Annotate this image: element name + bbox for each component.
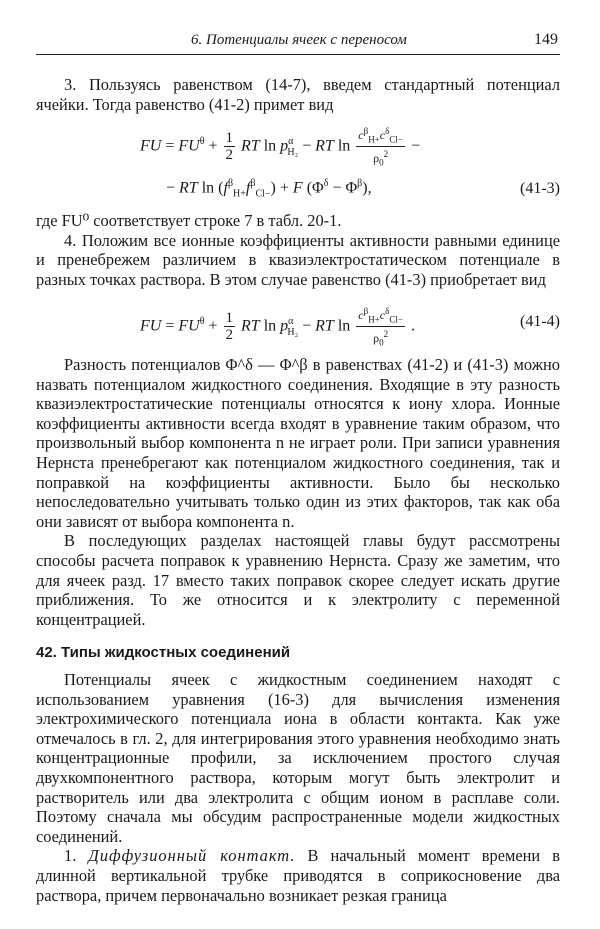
paragraph-fu0-reference: где FU⁰ соответствует строке 7 в табл. 20-1. — [36, 211, 342, 230]
paragraph-activity-assumption: 4. Положим все ионные коэффициенты активности равными единице и пренебрежем различием в квазиэлектростатическом потенциале в разных точках раствора. В этом случае равенство (41-3) приобретает вид — [36, 230, 560, 289]
item-number: 1. — [64, 846, 77, 866]
paragraph-junction-potential: Разность потенциалов Φ^δ — Φ^β в равенствах (41-2) и (41-3) можно назвать потенциалом жидкостного соединения. Входящие в эту разность квазиэлектростатические потенциалы относятся к иону хлора. Ионные коэффициенты активности всегда входят в уравнение таким образом, что произвольный выбор компонента n не играет роли. При записи уравнения Нернста пренебрегают как потенциалом жидкостного соединения, так и поправкой на коэффициенты активности. Было бы несколько непоследовательно учитывать только один из этих факторов, так как оба они зависят от выбора компонента n. — [36, 355, 560, 531]
page-number: 149 — [534, 31, 558, 48]
paragraph-following-sections: В последующих разделах настоящей главы будут рассмотрены способы расчета поправок к уравнению Нернста. Сразу же заметим, что для ячеек разд. 17 вместо таких поправок скорее следует искать другие приближения. То же относится и к электролиту с переменной концентрацией. — [36, 531, 560, 629]
paragraph-diffusion-contact — [36, 846, 560, 905]
paragraph-block-2 — [36, 211, 560, 289]
equation-number-41-4: (41-4) — [520, 313, 560, 330]
running-title: 6. Потенциалы ячеек с переносом — [191, 32, 407, 48]
section-heading-42: 42. Типы жидкостных соединений — [36, 644, 291, 661]
paragraph-liquid-junction-intro: Потенциалы ячеек с жидкостным соединением находят с использованием уравнения (16-3) для вычисления изменения электрохимического потенциала иона в области контакта. Как уже отмечалось в гл. 2, для интегрирования этого уравнения необходимо знать концентрационные профили, за исключением простого случая двухкомпонентного раствора, которым могут быть электролит и растворитель или два электролита с общим ионом в расплаве соли. Поэтому сначала мы обсудим распространенные модели жидкостных соединений. — [36, 670, 560, 846]
paragraph-block-4 — [36, 670, 560, 905]
term-diffusion-contact: Диффузионный контакт. — [88, 846, 296, 866]
equation-41-4: FU = $FU^\theta$ + $\frac{1}{2}$ RT $\ln p^\alpha_{H_2}$ − RT ln $\frac{c^\beta_{H+}c^\delta_{Cl-}}{\rho_0^2}$ . — [140, 306, 415, 348]
equation-41-3-line-1: FU = $FU^\theta$ + $\frac{1}{2}$ RT $\ln p^\alpha_{H_2}$ − RT ln $\frac{c^\beta_{H+}c^\delta_{Cl-}}{\rho_0^2}$ − — [140, 126, 420, 168]
diffusion-contact-text: В начальный момент времени в длинной вертикальной трубке приводятся в соприкосновение два раствора, причем первоначально возникает резкая граница — [36, 846, 561, 905]
paragraph-block-1 — [36, 75, 560, 114]
equation-number-41-3: (41-3) — [520, 180, 560, 197]
paragraph-standard-potential: 3. Пользуясь равенством (14-7), введем стандартный потенциал ячейки. Тогда равенство (41-2) примет вид — [36, 75, 560, 114]
book-page — [36, 30, 561, 905]
running-header — [36, 30, 560, 55]
equation-41-3-line-2: − RT $\ln (f^\beta_{H+}f^\beta_{Cl-}) + F$ $(\Phi^\delta - \Phi^\beta)$, — [166, 178, 372, 200]
paragraph-block-3 — [36, 355, 560, 629]
